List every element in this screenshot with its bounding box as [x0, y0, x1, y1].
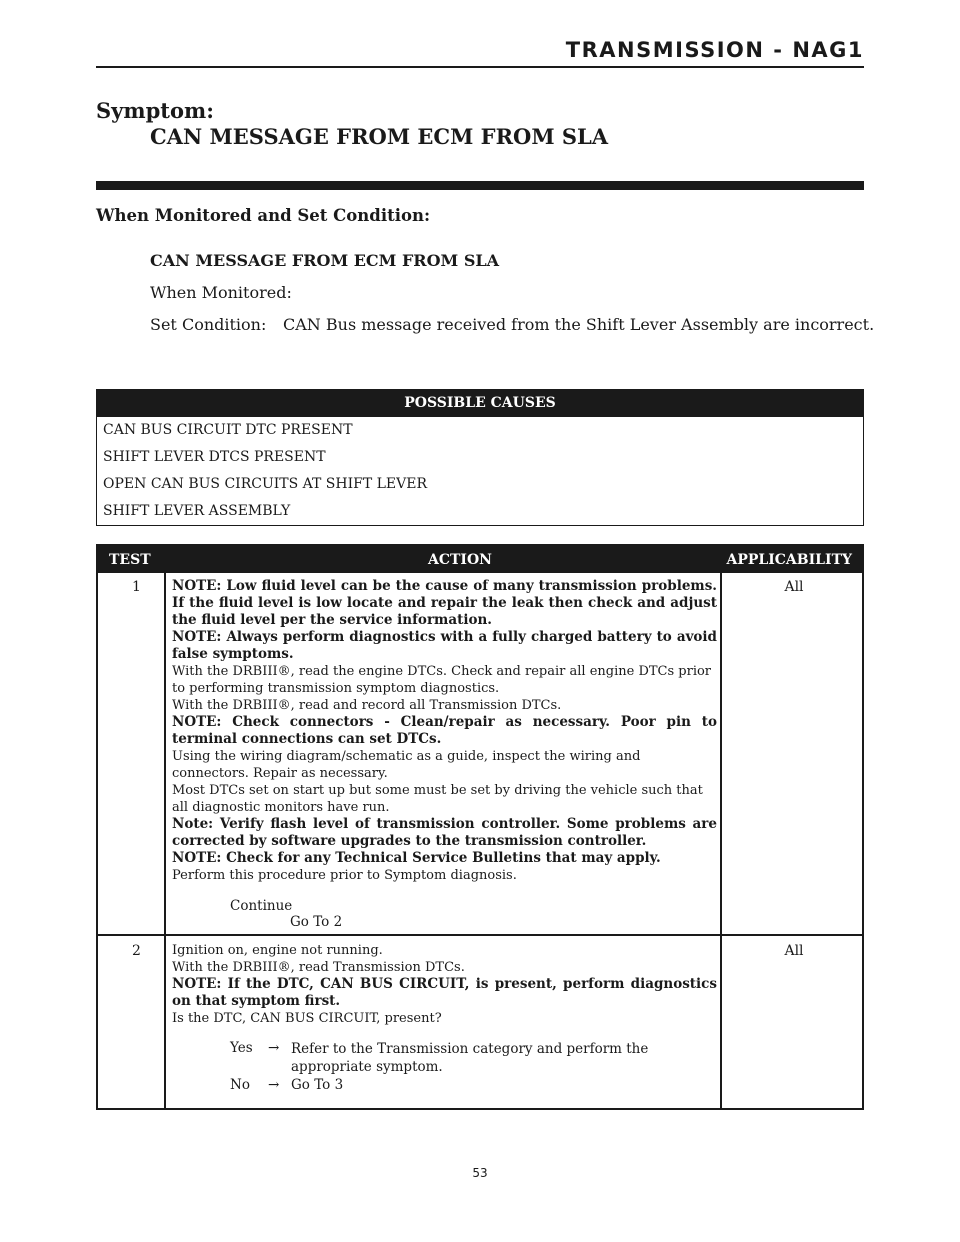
set-condition-label: Set Condition: — [150, 315, 267, 334]
header-rule — [96, 66, 864, 68]
when-monitored-label: When Monitored: — [150, 283, 292, 302]
action-step: With the DRBIII®, read Transmission DTCs. — [172, 960, 465, 975]
action-step: Using the wiring diagram/schematic as a guide, inspect the wiring and connectors. Repair as necessary. — [172, 749, 641, 781]
column-divider — [720, 573, 722, 1108]
test-applicability: All — [784, 579, 804, 595]
no-arrow-icon: → — [268, 1077, 280, 1093]
goto-link[interactable]: Go To 2 — [290, 914, 343, 930]
action-step: With the DRBIII®, read and record all Transmission DTCs. — [172, 698, 562, 713]
test-table-header — [98, 546, 862, 573]
cause-item: CAN BUS CIRCUIT DTC PRESENT — [103, 422, 353, 438]
action-note: NOTE: Always perform diagnostics with a fully charged battery to avoid false symptoms. — [172, 629, 717, 662]
conditions-title: CAN MESSAGE FROM ECM FROM SLA — [150, 251, 500, 270]
col-applicability-header: APPLICABILITY — [726, 552, 852, 568]
action-step: With the DRBIII®, read the engine DTCs. Check and repair all engine DTCs prior to performing transmission symptom diagnostics. — [172, 664, 712, 696]
action-note: NOTE: Low fluid level can be the cause of many transmission problems. If the fluid level is low locate and repair the leak then check and adjust the fluid level per the service information. — [172, 578, 717, 628]
action-step: Perform this procedure prior to Symptom diagnosis. — [172, 868, 517, 883]
continue-label: Continue — [230, 898, 293, 914]
set-condition-value: CAN Bus message received from the Shift Lever Assembly are incorrect. — [283, 315, 875, 334]
test-action-table — [96, 544, 864, 1110]
action-step: Most DTCs set on start up but some must be set by driving the vehicle such that all diagnostic monitors have run. — [172, 783, 703, 815]
test-number: 1 — [132, 579, 141, 595]
action-note: NOTE: If the DTC, CAN BUS CIRCUIT, is present, perform diagnostics on that symptom first. — [172, 976, 717, 1009]
possible-causes-header: POSSIBLE CAUSES — [97, 390, 863, 417]
column-divider — [164, 573, 166, 1108]
action-note: Note: Verify flash level of transmission controller. Some problems are corrected by software upgrades to the transmission controller. — [172, 816, 717, 849]
action-note: NOTE: Check for any Technical Service Bulletins that may apply. — [172, 850, 661, 866]
col-action-header: ACTION — [428, 552, 492, 568]
test-action-2 — [172, 942, 717, 1027]
row-divider — [98, 934, 862, 936]
test-number: 2 — [132, 943, 141, 959]
possible-causes-table — [96, 389, 864, 526]
conditions-heading: When Monitored and Set Condition: — [96, 206, 431, 225]
cause-item: OPEN CAN BUS CIRCUITS AT SHIFT LEVER — [103, 476, 428, 492]
symptom-label: Symptom: — [96, 98, 214, 123]
col-test-header: TEST — [109, 552, 151, 568]
test-action-1 — [172, 578, 717, 884]
cause-item: SHIFT LEVER DTCS PRESENT — [103, 449, 326, 465]
no-outcome[interactable]: Go To 3 — [291, 1077, 344, 1093]
test-applicability: All — [784, 943, 804, 959]
no-label: No — [230, 1077, 250, 1093]
action-step: Is the DTC, CAN BUS CIRCUIT, present? — [172, 1011, 442, 1026]
action-step: Ignition on, engine not running. — [172, 943, 383, 958]
action-note: NOTE: Check connectors - Clean/repair as necessary. Poor pin to terminal connections can set DTCs. — [172, 714, 717, 747]
yes-arrow-icon: → — [268, 1040, 280, 1056]
section-header-title: TRANSMISSION - NAG1 — [565, 38, 864, 62]
cause-item: SHIFT LEVER ASSEMBLY — [103, 503, 291, 519]
symptom-divider — [96, 181, 864, 190]
yes-label: Yes — [230, 1040, 253, 1056]
yes-outcome[interactable]: Refer to the Transmission category and perform the appropriate symptom. — [291, 1041, 649, 1075]
symptom-title: CAN MESSAGE FROM ECM FROM SLA — [150, 124, 609, 149]
page-number: 53 — [472, 1166, 488, 1180]
